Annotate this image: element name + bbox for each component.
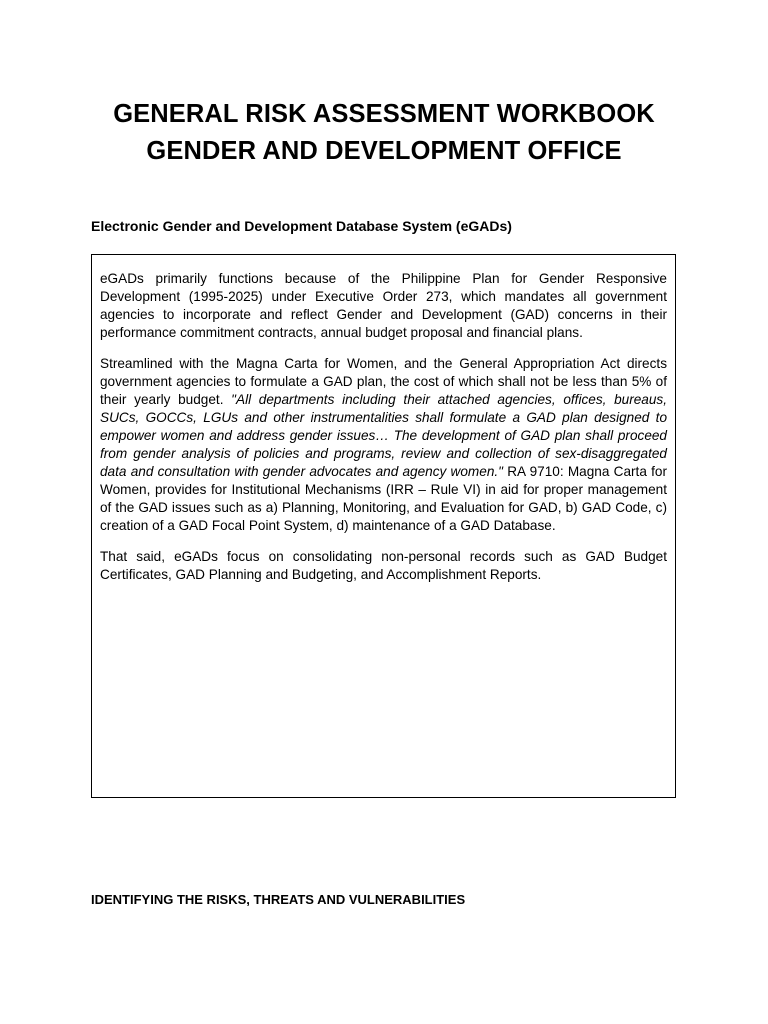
paragraph-2-rest: RA 9710: Magna Carta for Women, provides for Institutional Mechanisms (IRR – Rule VI) in aid for proper management of the GAD issues such as a) Planning, Monitoring, and Evaluation for GAD, b) GAD Code, c) creation of a GAD Focal Point System, d) maintenance of a GAD Database. bbox=[100, 464, 667, 533]
document-title bbox=[0, 96, 768, 170]
paragraph-2-quote: "All departments including their attached agencies, offices, bureaus, SUCs, GOCCs, LGUs and other instrumentalities shall formulate a GAD plan designed to empower women and address gender issues… The development of GAD plan shall proceed from gender analysis of policies and programs, review and collection of sex-disaggregated data and consultation with gender advocates and agency women." bbox=[100, 392, 668, 479]
description-box bbox=[91, 254, 676, 798]
paragraph-2 bbox=[100, 355, 667, 535]
title-line-1: GENERAL RISK ASSESSMENT WORKBOOK bbox=[113, 100, 655, 128]
title-line-2: GENDER AND DEVELOPMENT OFFICE bbox=[146, 137, 622, 165]
paragraph-1: eGADs primarily functions because of the Philippine Plan for Gender Responsive Development (1995-2025) under Executive Order 273, which mandates all government agencies to incorporate and reflect Gender and Development (GAD) concerns in their performance commitment contracts, annual budget proposal and financial plans. bbox=[100, 271, 667, 340]
section-subtitle: Electronic Gender and Development Database System (eGADs) bbox=[91, 218, 512, 234]
paragraph-2-intro: Streamlined with the Magna Carta for Women, and the General Appropriation Act directs government agencies to formulate a GAD plan, the cost of which shall not be less than 5% of their yearly budget. bbox=[100, 356, 667, 407]
paragraph-3: That said, eGADs focus on consolidating non-personal records such as GAD Budget Certificates, GAD Planning and Budgeting, and Accomplishment Reports. bbox=[100, 549, 667, 582]
section-heading-risks: IDENTIFYING THE RISKS, THREATS AND VULNERABILITIES bbox=[91, 892, 466, 907]
